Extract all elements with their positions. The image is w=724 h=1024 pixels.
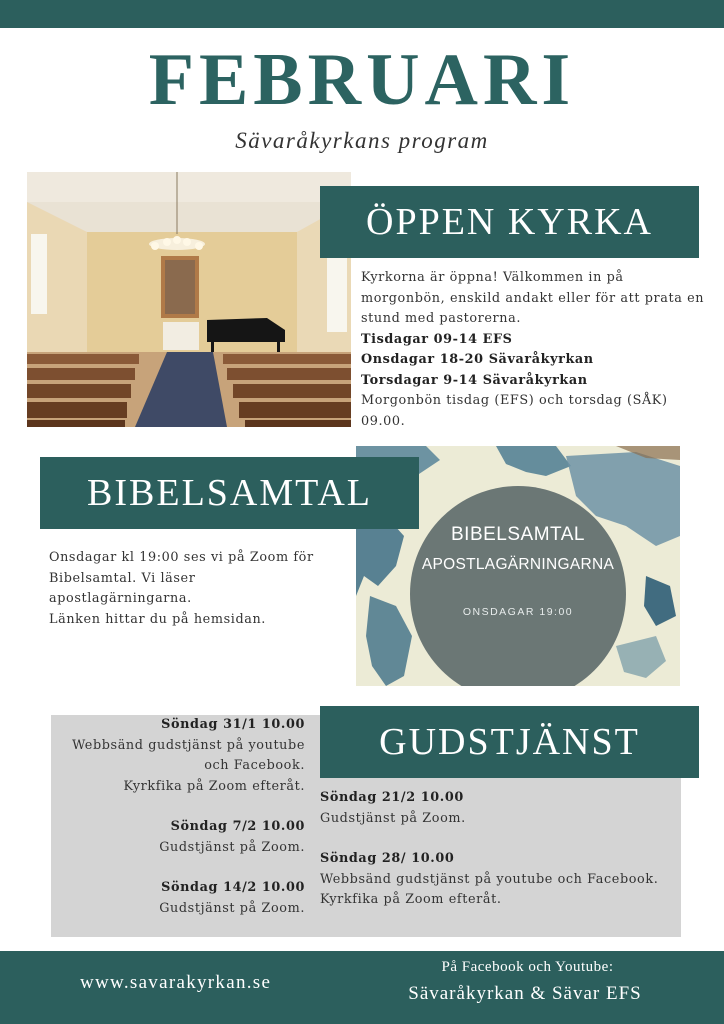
- service-line: Gudstjänst på Zoom.: [159, 900, 305, 916]
- bibel-text-line: Länken hittar du på hemsidan.: [49, 611, 266, 627]
- oppen-intro-line: Kyrkorna är öppna! Välkommen in på: [361, 270, 624, 285]
- page-title: FEBRUARI: [148, 39, 576, 121]
- service-line: och Facebook.: [204, 758, 305, 773]
- service-line: Gudstjänst på Zoom.: [159, 839, 305, 855]
- social-label: På Facebook och Youtube:: [441, 959, 614, 975]
- card-subtitle: APOSTLAGÄRNINGARNA: [421, 556, 615, 573]
- service-date: Söndag 7/2 10.00: [170, 819, 305, 834]
- gudstjanst-left-column: [51, 715, 305, 919]
- bibelsamtal-badge: [410, 486, 626, 686]
- card-time: ONSDAGAR 19:00: [462, 606, 574, 618]
- service-line: Kyrkfika på Zoom efteråt.: [320, 892, 502, 907]
- social-name: Sävaråkyrkan & Sävar EFS: [408, 983, 642, 1004]
- website-link[interactable]: www.savarakyrkan.se: [80, 972, 272, 993]
- bibelsamtal-heading: BIBELSAMTAL: [40, 457, 419, 529]
- gudstjanst-heading: GUDSTJÄNST: [320, 706, 699, 778]
- church-interior-photo: [27, 172, 351, 427]
- service-date: Söndag 21/2 10.00: [320, 790, 464, 805]
- service-line: Kyrkfika på Zoom efteråt.: [123, 778, 305, 794]
- oppen-kyrka-text: [361, 268, 706, 432]
- bibelsamtal-text: [49, 548, 349, 630]
- oppen-time-line: Onsdagar 18-20 Sävaråkyrkan: [361, 352, 594, 367]
- oppen-intro-line: morgonbön, enskild andakt eller för att prata en: [361, 290, 705, 306]
- oppen-note-line: 09.00.: [361, 413, 406, 429]
- oppen-time-line: Tisdagar 09-14 EFS: [361, 331, 513, 347]
- top-bar: [0, 0, 724, 28]
- service-date: Söndag 14/2 10.00: [161, 880, 305, 895]
- bibel-text-line: Bibelsamtal. Vi läser: [49, 570, 196, 586]
- service-line: Webbsänd gudstjänst på youtube och Facebook.: [320, 871, 659, 887]
- oppen-kyrka-heading: ÖPPEN KYRKA: [320, 186, 699, 258]
- service-line: Webbsänd gudstjänst på youtube: [72, 737, 305, 753]
- oppen-time-line: Torsdagar 9-14 Sävaråkyrkan: [361, 372, 588, 388]
- church-interior-illustration: [27, 172, 351, 427]
- service-date: Söndag 31/1 10.00: [161, 717, 305, 732]
- card-title: BIBELSAMTAL: [451, 524, 585, 545]
- bibel-text-line: apostlagärningarna.: [49, 591, 192, 606]
- service-line: Gudstjänst på Zoom.: [320, 810, 466, 826]
- gudstjanst-right-column: [320, 788, 680, 911]
- bibel-text-line: Onsdagar kl 19:00 ses vi på Zoom för: [49, 550, 314, 565]
- oppen-intro-line: stund med pastorerna.: [361, 311, 522, 326]
- oppen-note-line: Morgonbön tisdag (EFS) och torsdag (SÅK): [361, 393, 668, 408]
- page-subtitle: Sävaråkyrkans program: [235, 128, 489, 153]
- service-date: Söndag 28/ 10.00: [320, 851, 455, 866]
